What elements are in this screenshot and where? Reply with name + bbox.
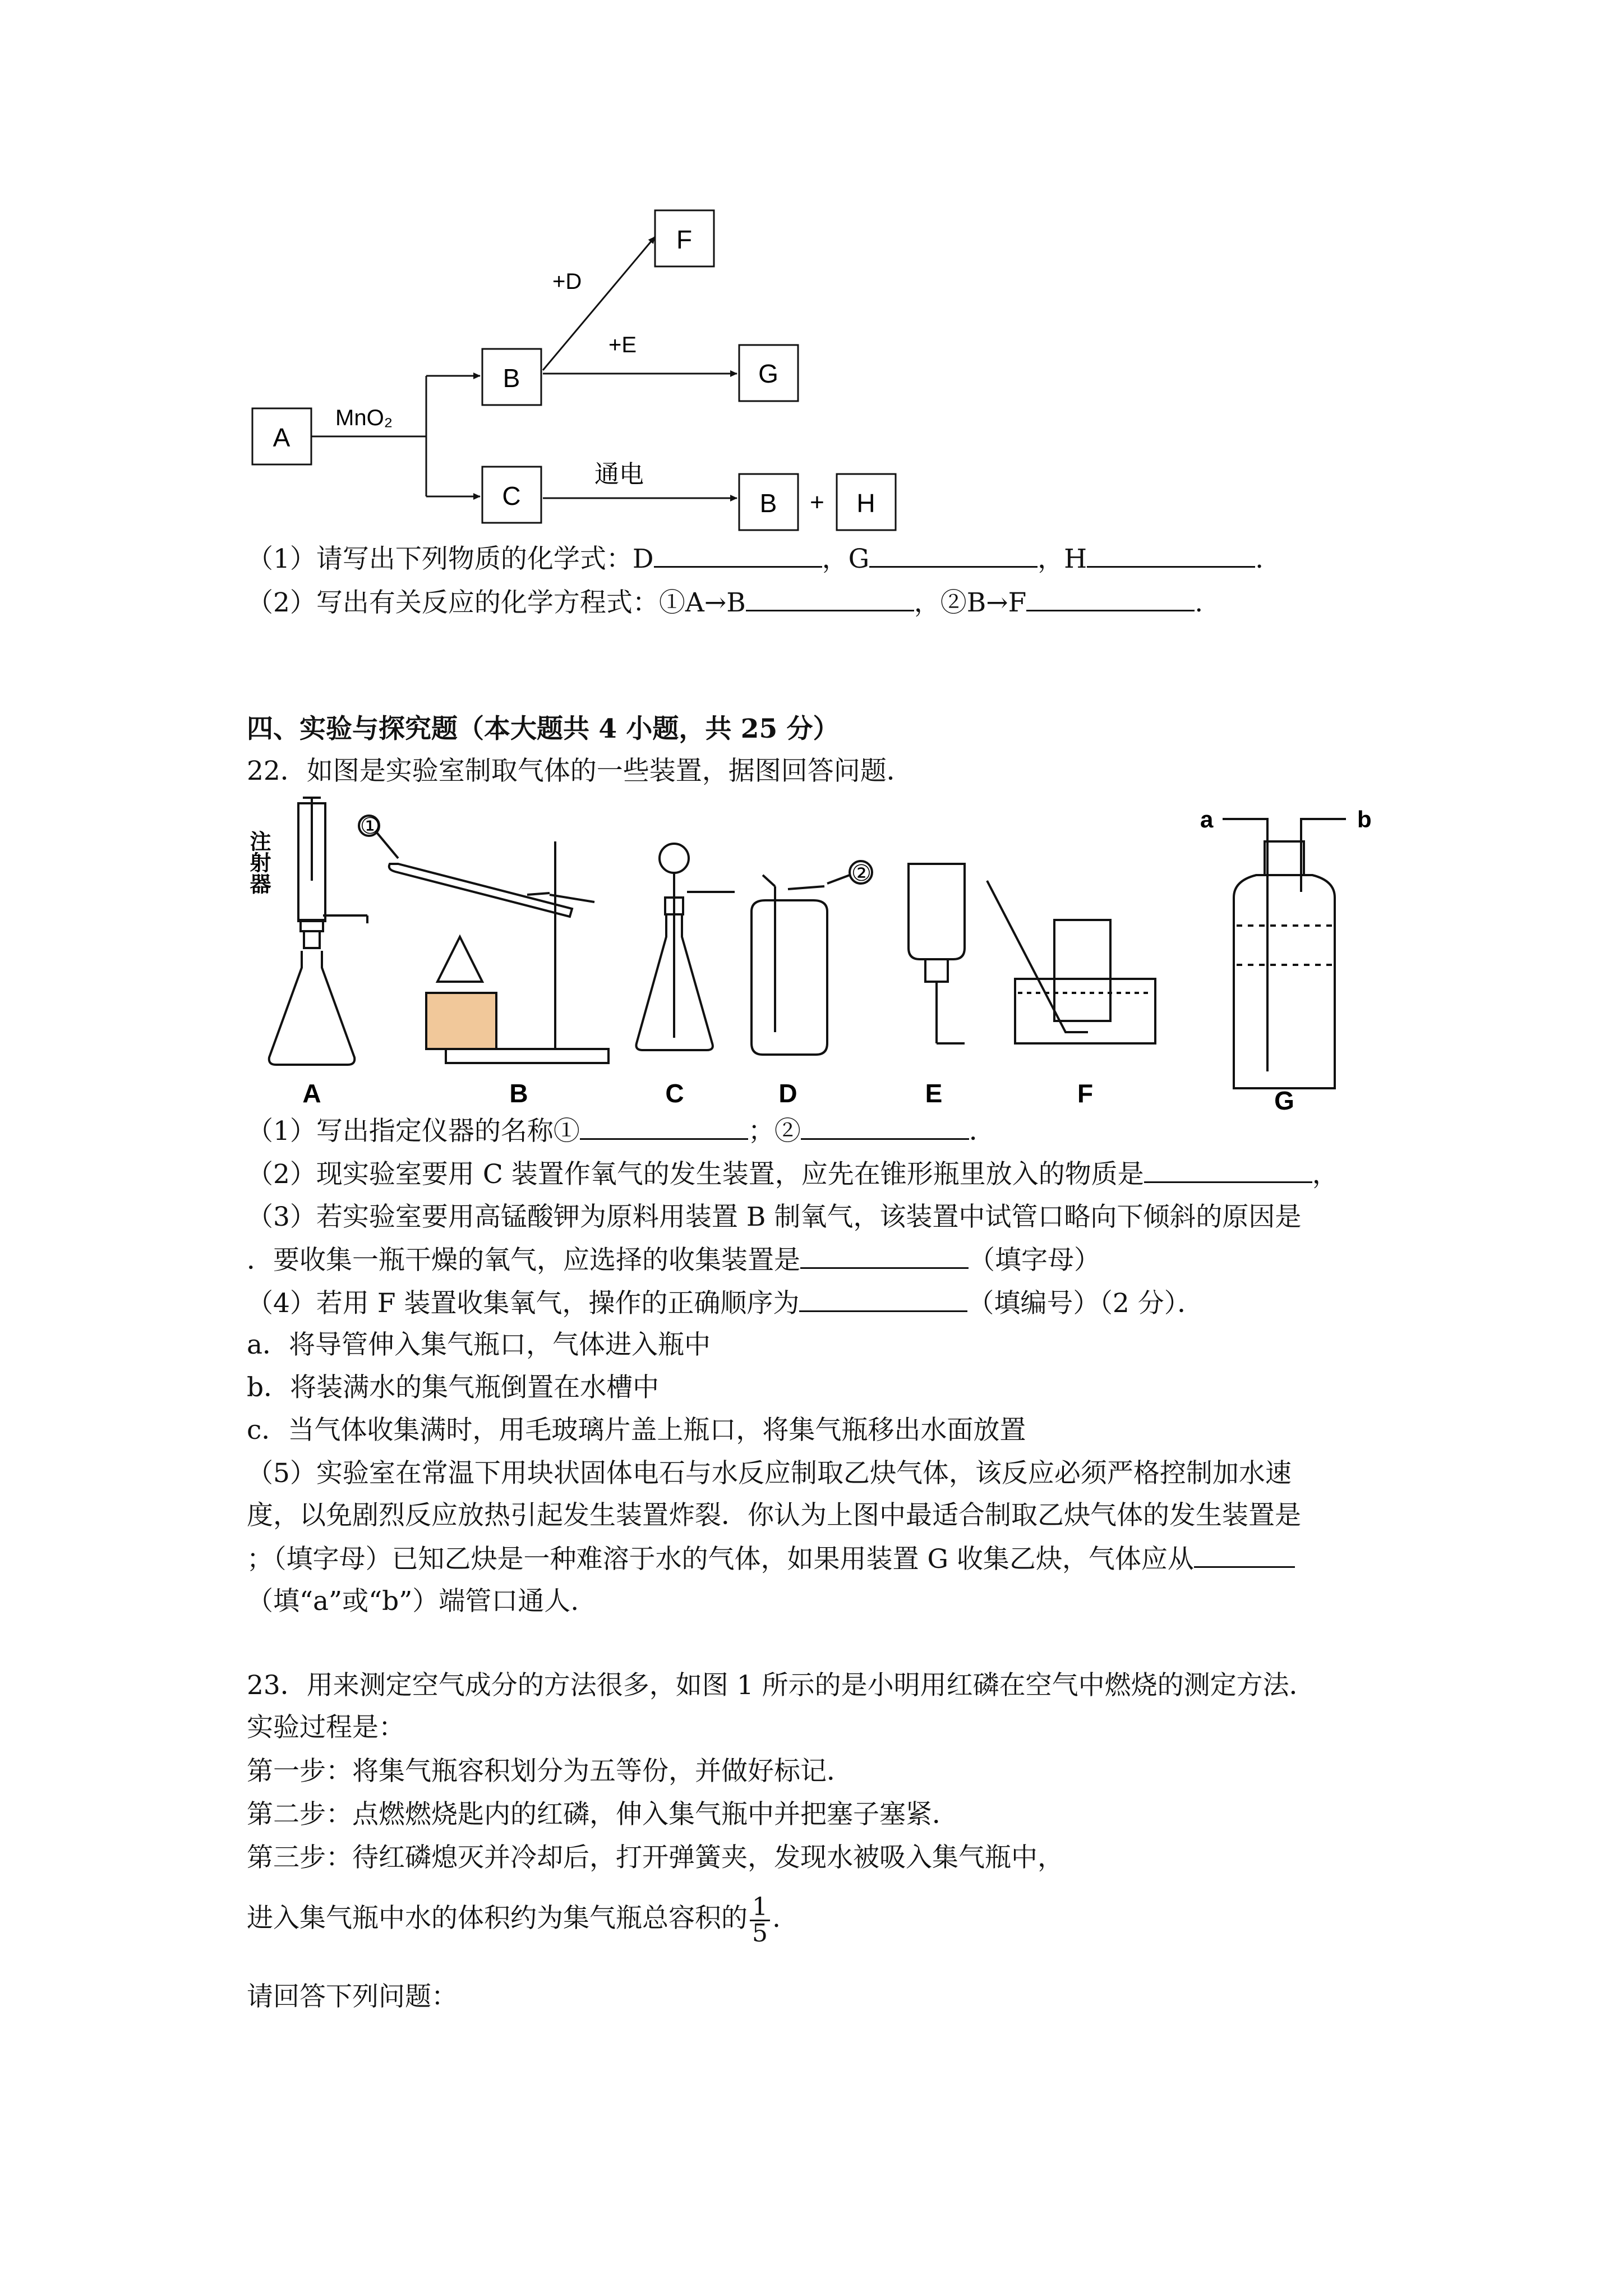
node-a: A: [273, 423, 291, 452]
alcohol-lamp-b: [437, 937, 482, 982]
q22-part5d: （填“a”或“b”）端管口通人.: [247, 1586, 579, 1617]
answer-blank-port[interactable]: [1194, 1542, 1295, 1568]
q22-part5: （5）实验室在常温下用块状固体电石与水反应制取乙炔气体，该反应必须严格控制加水速: [247, 1458, 1292, 1489]
water-trough-f: [1015, 979, 1155, 1043]
answer-blank-c-material[interactable]: [1144, 1157, 1312, 1183]
q22-part3: （3）若实验室要用高锰酸钾为原料用装置 B 制氧气，该装置中试管口略向下倾斜的原因是: [247, 1202, 1302, 1232]
plus-d-label: +D: [552, 269, 582, 294]
answer-blank-d[interactable]: [654, 541, 822, 568]
q22-part3b: ．要收集一瓶干燥的氧气，应选择的收集装置是 （填字母）: [247, 1243, 1100, 1277]
apparatus-figure: [236, 797, 1424, 1111]
flow-diagram: [236, 202, 965, 539]
bottle-f: [1054, 920, 1110, 1021]
port-b-label: b: [1357, 806, 1372, 832]
q21-part2: （2）写出有关反应的化学方程式：①A→B ，②B→F .: [247, 585, 1203, 620]
test-tube-b: [389, 864, 572, 917]
q23-ask: 请回答下列问题：: [247, 1981, 458, 2012]
answer-blank-bf[interactable]: [1026, 585, 1195, 611]
label-g: G: [1274, 1086, 1294, 1111]
section4-title: 四、实验与探究题（本大题共 4 小题，共 25 分）: [247, 714, 840, 744]
bottle-g: [1234, 875, 1335, 1088]
node-c: C: [502, 481, 521, 510]
bottle-d: [751, 900, 827, 1055]
node-b: B: [502, 364, 520, 393]
answer-blank-instrument1[interactable]: [580, 1114, 748, 1140]
plus-sign: +: [810, 489, 824, 516]
marker-2: ②: [851, 861, 872, 886]
node-b2: B: [759, 489, 777, 518]
label-e: E: [925, 1079, 943, 1108]
answer-blank-dry-collect[interactable]: [800, 1243, 969, 1269]
port-a-tube: [1223, 819, 1267, 1071]
catalyst-label: MnO₂: [335, 406, 393, 430]
answer-blank-instrument2[interactable]: [801, 1114, 969, 1140]
q22-stem: 22．如图是实验室制取气体的一些装置，据图回答问题．: [247, 756, 913, 786]
q22-option-c: c．当气体收集满时，用毛玻璃片盖上瓶口，将集气瓶移出水面放置: [247, 1415, 1026, 1446]
node-h: H: [856, 489, 875, 518]
stand-base-b: [446, 1049, 608, 1063]
syringe-label: 注射器: [246, 830, 270, 894]
q22-option-a: a．将导管伸入集气瓶口，气体进入瓶中: [247, 1329, 711, 1360]
bottle-e: [909, 864, 965, 959]
node-f: F: [676, 225, 693, 254]
answer-blank-g[interactable]: [869, 541, 1038, 568]
label-c: C: [665, 1079, 684, 1108]
label-a: A: [302, 1079, 321, 1108]
flask-a: [269, 951, 355, 1065]
label-d: D: [778, 1079, 797, 1108]
q22-part4: （4）若用 F 装置收集氧气，操作的正确顺序为 （填编号）（2 分）．: [247, 1286, 1204, 1320]
answer-blank-h[interactable]: [1087, 541, 1255, 568]
q23-step3: 第三步：待红磷熄灭并冷却后，打开弹簧夹，发现水被吸入集气瓶中，: [247, 1842, 1064, 1873]
label-f: F: [1077, 1079, 1094, 1108]
q23-stem: 23．用来测定空气成分的方法很多，如图 1 所示的是小明用红磷在空气中燃烧的测定方法．: [247, 1670, 1316, 1701]
electrolysis-label: 通电: [594, 461, 644, 488]
fraction-one-fifth: $\frac{1}{5}$: [750, 1895, 770, 1946]
answer-blank-order[interactable]: [799, 1286, 967, 1312]
q22-option-b: b．将装满水的集气瓶倒置在水槽中: [247, 1372, 660, 1403]
q23-step4: 进入集气瓶中水的体积约为集气瓶总容积的 $\frac{1}{5}$ .: [247, 1892, 781, 1948]
label-b: B: [509, 1079, 528, 1108]
q23-step2: 第二步：点燃燃烧匙内的红磷，伸入集气瓶中并把塞子塞紧．: [247, 1799, 958, 1830]
port-b-tube: [1301, 819, 1346, 892]
q22-part5c: ；（填字母）已知乙炔是一种难溶于水的气体，如果用装置 G 收集乙炔，气体应从: [247, 1542, 1295, 1576]
plus-e-label: +E: [608, 333, 637, 357]
q23-step1: 第一步：将集气瓶容积划分为五等份，并做好标记．: [247, 1756, 853, 1787]
q23-process: 实验过程是：: [247, 1712, 405, 1743]
q22-part5b: 度，以免剧烈反应放热引起发生装置炸裂．你认为上图中最适合制取乙炔气体的发生装置是: [247, 1500, 1301, 1531]
q22-part1: （1）写出指定仪器的名称① ；② ．: [247, 1114, 995, 1148]
node-g: G: [758, 359, 778, 388]
port-a-label: a: [1200, 806, 1214, 832]
answer-blank-ab[interactable]: [746, 585, 914, 611]
q21-part1: （1）请写出下列物质的化学式：D ，G ，H .: [247, 541, 1264, 576]
q22-part2: （2）现实验室要用 C 装置作氧气的发生装置，应先在锥形瓶里放入的物质是 ，: [247, 1157, 1339, 1191]
marker-1: ①: [360, 814, 380, 839]
